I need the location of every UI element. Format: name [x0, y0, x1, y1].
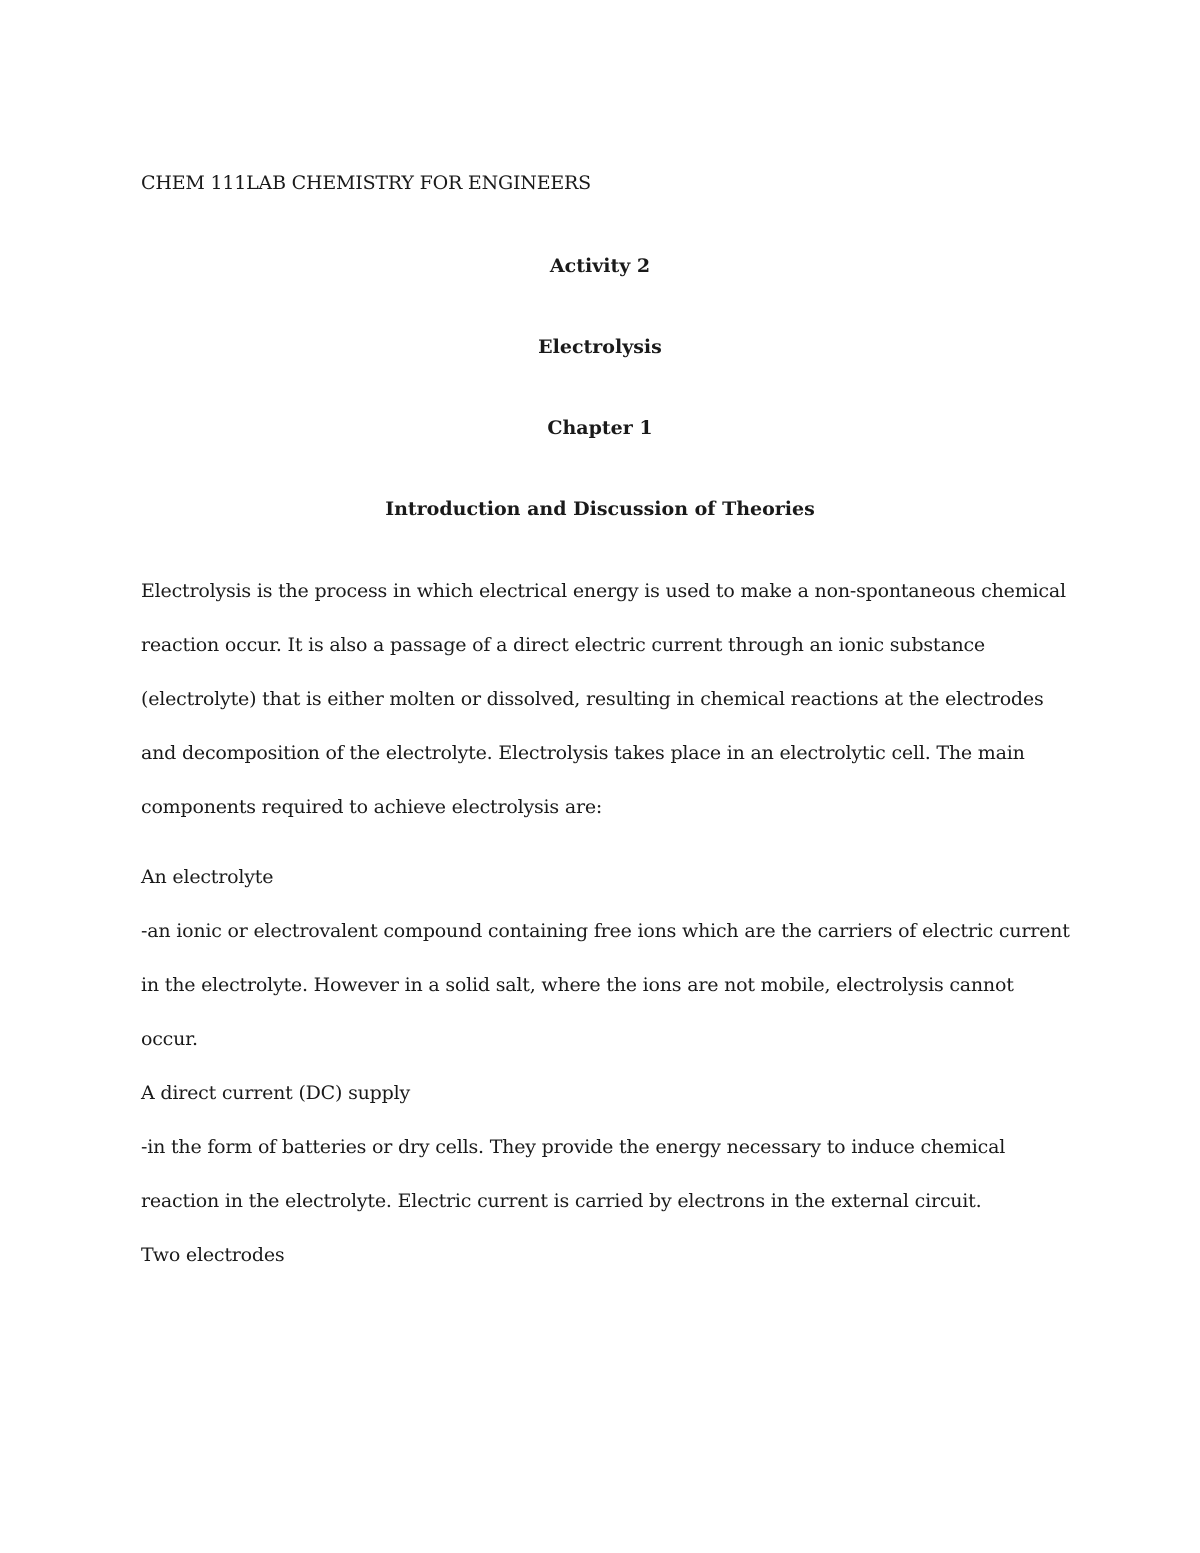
topic-heading: Electrolysis: [538, 336, 662, 358]
component-title: A direct current (DC) supply: [141, 1082, 411, 1104]
course-header: CHEM 111LAB CHEMISTRY FOR ENGINEERS: [141, 172, 591, 194]
paragraph-line: and decomposition of the electrolyte. Electrolysis takes place in an electrolytic cell. The main: [141, 742, 1025, 764]
component-line: in the electrolyte. However in a solid salt, where the ions are not mobile, electrolysis cannot: [141, 974, 1014, 996]
paragraph-line: (electrolyte) that is either molten or dissolved, resulting in chemical reactions at the electrodes: [141, 688, 1044, 710]
component-line: occur.: [141, 1028, 198, 1050]
paragraph-line: components required to achieve electrolysis are:: [141, 796, 603, 818]
component-title: Two electrodes: [141, 1244, 285, 1266]
component-line: -an ionic or electrovalent compound containing free ions which are the carriers of electric current: [141, 920, 1070, 942]
component-title: An electrolyte: [141, 866, 274, 888]
section-heading: Introduction and Discussion of Theories: [385, 498, 815, 520]
paragraph-line: Electrolysis is the process in which electrical energy is used to make a non-spontaneous chemical: [141, 580, 1066, 602]
paragraph-line: reaction occur. It is also a passage of a direct electric current through an ionic substance: [141, 634, 985, 656]
component-line: -in the form of batteries or dry cells. They provide the energy necessary to induce chemical: [141, 1136, 1006, 1158]
activity-heading: Activity 2: [549, 255, 651, 277]
component-line: reaction in the electrolyte. Electric current is carried by electrons in the external circuit.: [141, 1190, 982, 1212]
chapter-heading: Chapter 1: [547, 417, 653, 439]
